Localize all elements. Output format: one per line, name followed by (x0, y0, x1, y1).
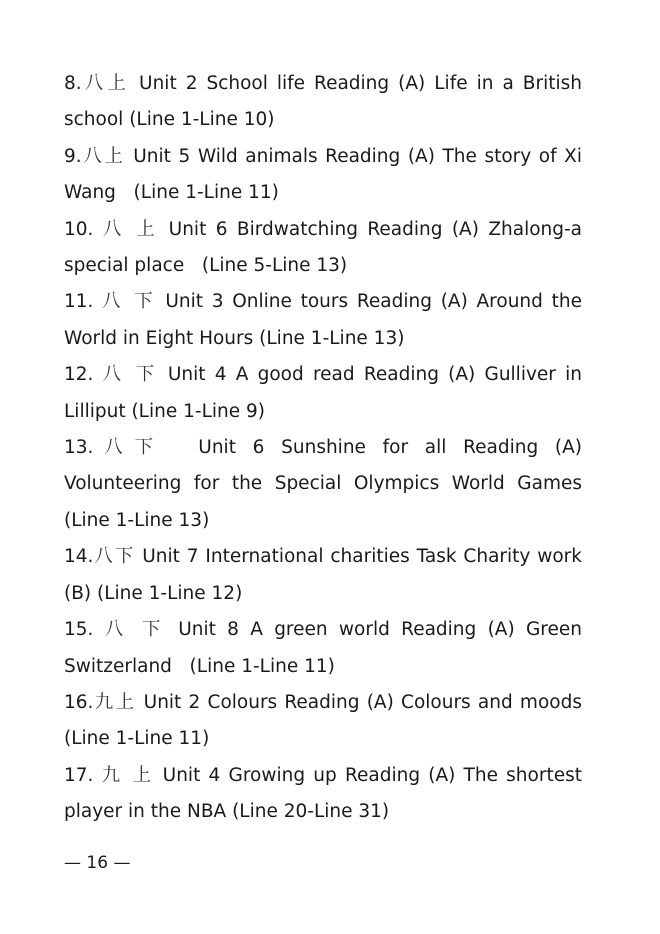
grade-label: 八 下 (104, 619, 167, 641)
item-number: 12. (64, 364, 103, 386)
item-text: Unit 8 A green world Reading (A) Green Switzerland (Line 1-Line 11) (64, 619, 582, 677)
grade-label: 八下 (93, 437, 165, 459)
item-text: Unit 4 A good read Reading (A) Gulliver in Lilliput (Line 1-Line 9) (64, 364, 582, 422)
list-item (64, 685, 582, 758)
item-number: 10. (64, 218, 103, 240)
item-number: 17. (64, 764, 102, 786)
item-text: Unit 5 Wild animals Reading (A) The story of Xi Wang (Line 1-Line 11) (64, 145, 582, 204)
item-number: 11. (64, 291, 103, 313)
list-item (64, 139, 582, 212)
list-item (64, 284, 582, 357)
item-text: Unit 3 Online tours Reading (A) Around the World in Eight Hours (Line 1-Line 13) (64, 291, 582, 349)
item-text: Unit 2 Colours Reading (A) Colours and moods (Line 1-Line 11) (64, 691, 582, 750)
item-number: 15. (64, 619, 105, 641)
item-text: Unit 4 Growing up Reading (A) The shortest player in the NBA (Line 20-Line 31) (64, 764, 582, 823)
item-number: 8. (64, 73, 82, 94)
list-item (64, 758, 582, 831)
item-number: 16. (64, 691, 94, 713)
grade-label: 八上 (81, 73, 131, 94)
item-text: Unit 6 Birdwatching Reading (A) Zhalong-a special place (Line 5-Line 13) (64, 218, 583, 277)
list-item (64, 612, 582, 685)
document-page (64, 66, 582, 831)
item-text: Unit 2 School life Reading (A) Life in a British school (Line 1-Line 10) (64, 73, 582, 131)
grade-label: 九上 (93, 691, 137, 713)
grade-label: 八 下 (102, 364, 159, 386)
item-text: Unit 6 Sunshine for all Reading (A) Volunteering for the Special Olympics World Games (Line 1-Line 13) (64, 437, 582, 531)
item-number: 14. (64, 546, 94, 568)
list-item (64, 539, 582, 612)
list-item (64, 430, 582, 539)
grade-label: 九 上 (101, 764, 155, 786)
grade-label: 八上 (81, 145, 126, 167)
list-item (64, 357, 582, 430)
list-item (64, 66, 582, 139)
grade-label: 八 下 (102, 291, 157, 313)
item-text: Unit 7 International charities Task Charity work (B) (Line 1-Line 12) (64, 546, 582, 604)
item-number: 13. (64, 437, 94, 459)
grade-label: 八 上 (102, 218, 160, 240)
page-number: — 16 — (64, 853, 131, 873)
grade-label: 八下 (93, 546, 136, 568)
list-item (64, 212, 582, 285)
item-number: 9. (64, 145, 82, 167)
